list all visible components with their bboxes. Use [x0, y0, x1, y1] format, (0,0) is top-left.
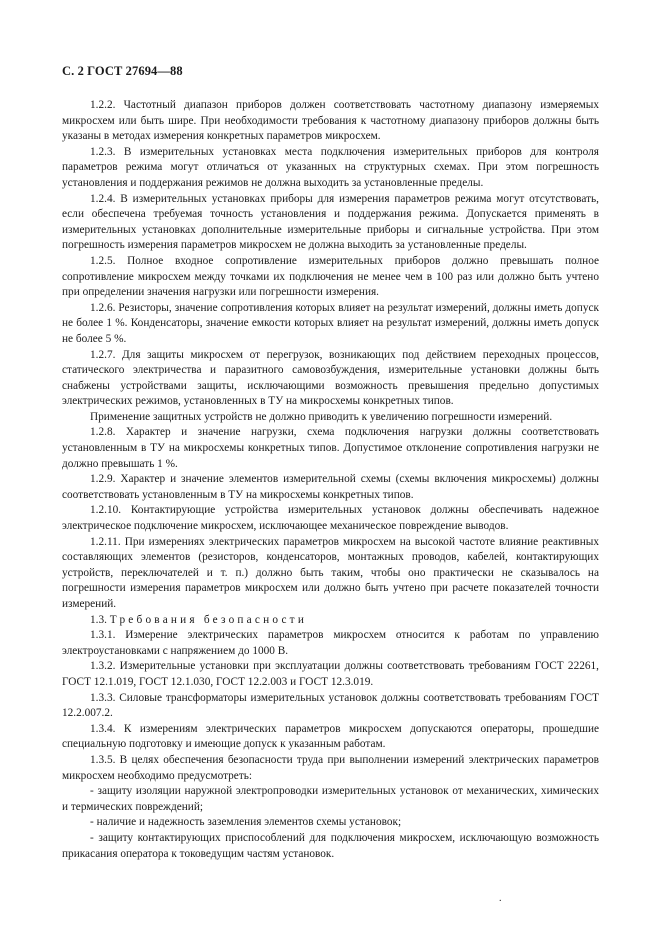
paragraph-1-2-6: 1.2.6. Резисторы, значение сопротивления которых влияет на результат измерений, должны иметь допуск не более 1 %. Конденсаторы, значение емкости которых влияет на результат измерений, должны иметь допуск не более 5 %.	[62, 301, 599, 345]
list-item-grounding: - наличие и надежность заземления элементов схемы установок;	[90, 816, 402, 829]
paragraph-1-3-3: 1.3.3. Силовые трансформаторы измерительных установок должны соответствовать требованиям ГОСТ 12.2.007.2.	[62, 691, 599, 720]
paragraph-1-3-2: 1.3.2. Измерительные установки при эксплуатации должны соответствовать требованиям ГОСТ 22261, ГОСТ 12.1.019, ГОСТ 12.1.030, ГОСТ 12.2.003 и ГОСТ 12.3.019.	[62, 660, 599, 688]
paragraph-1-2-11: 1.2.11. При измерениях электрических параметров микросхем на высокой частоте влияние реактивных составляющих элементов (резисторов, конденсаторов, монтажных проводов, кабелей, контактирующих устройств, переключателей и т. п.) должно быть таким, чтобы оно практически не сказывалось на погрешности измерения параметров микросхем или должно быть учтено при расчете показателей точности измерений.	[62, 535, 599, 610]
section-title: Требования безопасности	[109, 613, 308, 626]
footer-mark: .	[499, 893, 502, 904]
paragraph-1-2-3: 1.2.3. В измерительных установках места подключения измерительных приборов для контроля параметров режима могут отличаться от указанных на структурных схемах. При этом погрешность установления и поддержания режимов не должна выходить за установленные пределы.	[62, 145, 599, 189]
paragraph-1-2-9: 1.2.9. Характер и значение элементов измерительной схемы (схемы включения микросхемы) должны соответствовать установленным в ТУ на микросхемы конкретных типов.	[62, 473, 599, 501]
paragraph-1-2-2: 1.2.2. Частотный диапазон приборов должен соответствовать частотному диапазону измеряемых микросхем или быть шире. При необходимости требования к частотному диапазону приборов должны быть указаны в методах измерения конкретных параметров микросхем.	[62, 99, 599, 143]
section-number: 1.3.	[90, 613, 107, 626]
paragraph-1-2-8: 1.2.8. Характер и значение нагрузки, схема подключения нагрузки должны соответствовать установленным в ТУ на микросхемы конкретных типов. Допустимое отклонение сопротивления нагрузки не должно превышать 1 %.	[62, 426, 599, 470]
list-item-insulation: - защиту изоляции наружной электропроводки измерительных установок от механических, химических и термических повреждений;	[62, 785, 599, 813]
paragraph-1-3-1: 1.3.1. Измерение электрических параметров микросхем относится к работам по управлению электроустановками с напряжением до 1000 В.	[62, 629, 599, 657]
page-header: С. 2 ГОСТ 27694—88	[62, 64, 183, 78]
section-heading-1-3	[62, 613, 599, 629]
paragraph-1-2-5: 1.2.5. Полное входное сопротивление измерительных приборов должно превышать полное сопротивление микросхем между точками их подключения не менее чем в 100 раз или должно быть учтено при определении значения нагрузки или погрешности измерения.	[62, 254, 599, 299]
paragraph-1-2-10: 1.2.10. Контактирующие устройства измерительных установок должны обеспечивать надежное электрическое подключение микросхем, исключающее механическое повреждение выводов.	[62, 504, 599, 533]
paragraph-protection-note: Применение защитных устройств не должно приводить к увеличению погрешности измерений.	[90, 410, 553, 423]
list-item-contact-protection: - защиту контактирующих приспособлений для подключения микросхем, исключающую возможность прикасания оператора к токоведущим частям установок.	[62, 831, 599, 860]
document-body	[62, 98, 599, 862]
paragraph-1-2-4: 1.2.4. В измерительных установках приборы для измерения параметров режима могут отсутствовать, если обеспечена требуемая точность установления и поддержания режима. Допускается применять в измерительных установках дополнительные измерительные приборы и сигнальные устройства. При этом погрешность измерения параметров микросхем не должна выходить за установленные пределы.	[62, 192, 599, 252]
paragraph-1-3-5: 1.3.5. В целях обеспечения безопасности труда при выполнении измерений электрических параметров микросхем необходимо предусмотреть:	[62, 753, 599, 782]
paragraph-1-2-7: 1.2.7. Для защиты микросхем от перегрузок, возникающих под действием переходных процессов, статического электричества и паразитного самовозбуждения, измерительные установки должны быть снабжены устройствами защиты, исключающими возможность превышения предельно допустимых электрических режимов, установленных в ТУ на микросхемы конкретных типов.	[62, 348, 599, 408]
paragraph-1-3-4: 1.3.4. К измерениям электрических параметров микросхем допускаются операторы, прошедшие специальную подготовку и имеющие допуск к указанным работам.	[62, 722, 599, 751]
